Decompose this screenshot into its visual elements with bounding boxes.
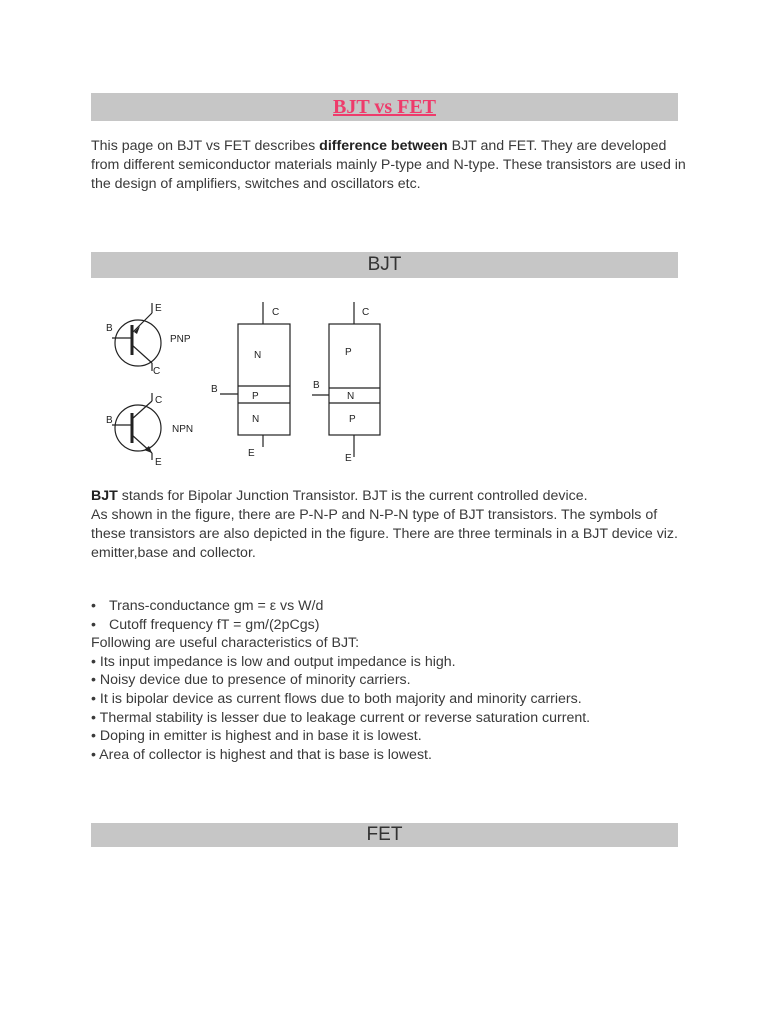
intro-prefix: This page on BJT vs FET describes [91,138,320,154]
list-item: • Doping in emitter is highest and in base it is lowest. [91,728,422,745]
pnp-struct-b: B [313,380,320,391]
intro-paragraph [91,137,691,194]
pnp-structure [312,302,380,464]
bjt-figure [100,295,420,475]
list-item: • Cutoff frequency fT = gm/(2pCgs) [91,616,320,633]
npn-c-label: C [155,395,163,406]
npn-b-label: B [106,415,113,426]
list-item: • Thermal stability is lesser due to leakage current or reverse saturation current. [91,709,591,726]
bjt-desc-bold: BJT [91,488,118,504]
list-item: • Noisy device due to presence of minority carriers. [91,672,411,689]
npn-type-label: NPN [172,424,194,435]
characteristics-heading: Following are useful characteristics of BJT: [91,635,360,652]
npn-layer-1: N [254,350,262,361]
pnp-c-label: C [153,366,161,377]
list-item: • It is bipolar device as current flows due to both majority and minority carriers. [91,690,582,707]
intro-suffix: BJT and FET. They are developed from different semiconductor materials mainly P-type and N-type. These transistors are used in the design of amplifiers, switches and oscillators etc. [91,138,686,192]
npn-struct-e: E [248,448,255,459]
bjt-desc-line2: As shown in the figure, there are P-N-P and N-P-N type of BJT transistors. The symbols of these transistors are also depicted in the figure. There are three terminals in a BJT device viz. emitter,base and collector. [91,507,678,561]
intro-bold: difference between [319,138,448,154]
pnp-struct-e: E [345,453,352,464]
npn-layer-3: N [252,414,260,425]
pnp-layer-2: N [347,391,355,402]
page-title: BJT vs FET [333,96,436,118]
npn-symbol [106,393,193,468]
npn-struct-c: C [272,307,280,318]
npn-e-label: E [155,457,162,468]
bjt-desc-line1: stands for Bipolar Junction Transistor. BJT is the current controlled device. [117,488,588,504]
npn-struct-b: B [211,384,218,395]
list-item: • Area of collector is highest and that is base is lowest. [91,746,432,763]
pnp-struct-c: C [362,307,370,318]
list-item: • Trans-conductance gm = ε vs W/d [91,598,324,614]
npn-structure [211,302,290,459]
title-bar [91,93,678,121]
pnp-symbol [106,303,191,377]
pnp-b-label: B [106,323,113,334]
pnp-type-label: PNP [170,334,191,345]
section-header-fet [91,823,678,847]
list-item: • Its input impedance is low and output impedance is high. [91,653,456,670]
pnp-layer-3: P [349,414,356,425]
section-title-bjt: BJT [367,254,402,275]
bjt-description [91,487,691,563]
npn-layer-2: P [252,391,259,402]
section-title-fet: FET [366,824,403,845]
pnp-layer-1: P [345,347,352,358]
pnp-e-label: E [155,303,162,314]
bjt-characteristics [91,597,691,764]
section-header-bjt [91,252,678,278]
